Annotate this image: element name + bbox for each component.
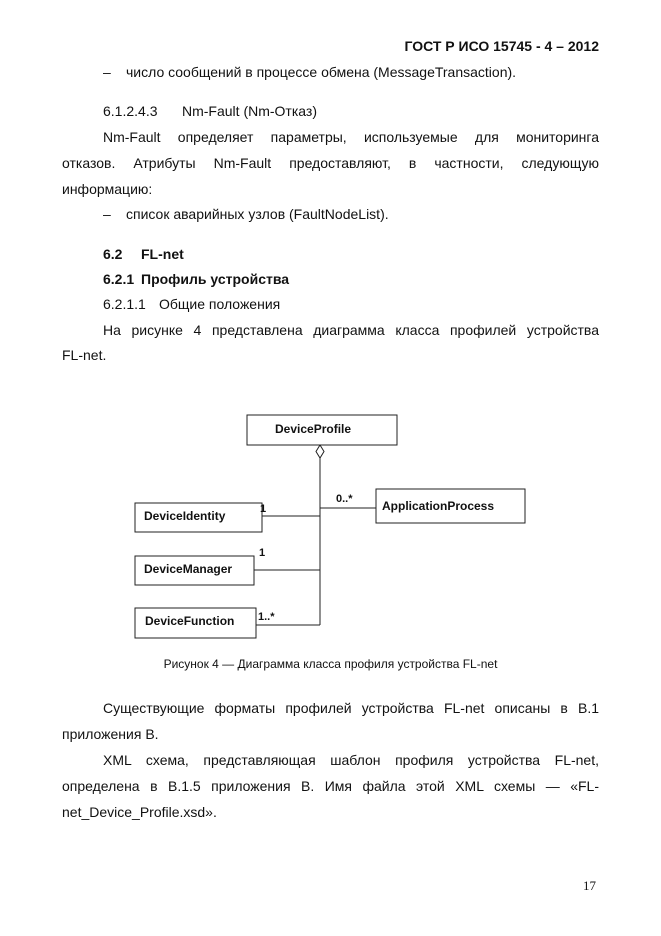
section-title: Nm-Fault (Nm-Отказ)	[182, 103, 317, 119]
device-identity-class	[135, 503, 262, 532]
application-process-class	[376, 489, 525, 523]
section-title: FL-net	[141, 246, 184, 262]
application-process-label: ApplicationProcess	[382, 499, 495, 513]
device-function-label: DeviceFunction	[145, 614, 235, 628]
device-identity-label: DeviceIdentity	[144, 509, 226, 523]
document-header: ГОСТ Р ИСО 15745 - 4 – 2012	[404, 38, 599, 54]
page-number: 17	[583, 878, 596, 893]
device-function-class	[135, 608, 256, 638]
multiplicity-application: 0..*	[336, 493, 353, 505]
paragraph-line: информацию:	[62, 181, 153, 197]
multiplicity-manager: 1	[259, 547, 266, 559]
device-profile-label: DeviceProfile	[275, 422, 352, 436]
paragraph-line: отказов. Атрибуты Nm-Fault предоставляют, в частности, следующую	[62, 155, 599, 171]
list-bullet: –	[103, 206, 111, 222]
list-bullet: –	[103, 64, 111, 80]
aggregation-diamond	[316, 445, 324, 458]
subsubsection-number: 6.2.1.1	[103, 296, 146, 312]
paragraph-line: Nm-Fault определяет параметры, используемые для мониторинга	[103, 129, 599, 145]
multiplicity-identity: 1	[260, 503, 267, 515]
paragraph-line: Существующие форматы профилей устройства FL-net описаны в B.1	[103, 700, 599, 716]
subsection-number: 6.2.1	[103, 271, 135, 287]
paragraph-line: net_Device_Profile.xsd».	[62, 804, 217, 820]
list-item: число сообщений в процессе обмена (MessageTransaction).	[126, 64, 517, 80]
device-manager-label: DeviceManager	[144, 562, 233, 576]
paragraph-line: На рисунке 4 представлена диаграмма класса профилей устройства	[103, 322, 599, 338]
paragraph-line: приложения B.	[62, 726, 159, 742]
figure-caption: Рисунок 4 — Диаграмма класса профиля устройства FL-net	[163, 657, 498, 671]
section-number: 6.2	[103, 246, 123, 262]
subsection-title: Профиль устройства	[141, 271, 290, 287]
device-profile-class	[247, 415, 397, 445]
paragraph-line: определена в B.1.5 приложения B. Имя файла этой XML схемы — «FL-	[62, 778, 599, 794]
multiplicity-function: 1..*	[258, 611, 275, 623]
device-manager-class	[135, 556, 254, 585]
paragraph-line: XML схема, представляющая шаблон профиля устройства FL-net,	[103, 752, 599, 768]
list-item: список аварийных узлов (FaultNodeList).	[126, 206, 389, 222]
paragraph-line: FL-net.	[62, 347, 107, 363]
section-number: 6.1.2.4.3	[103, 103, 158, 119]
subsubsection-title: Общие положения	[159, 296, 281, 312]
